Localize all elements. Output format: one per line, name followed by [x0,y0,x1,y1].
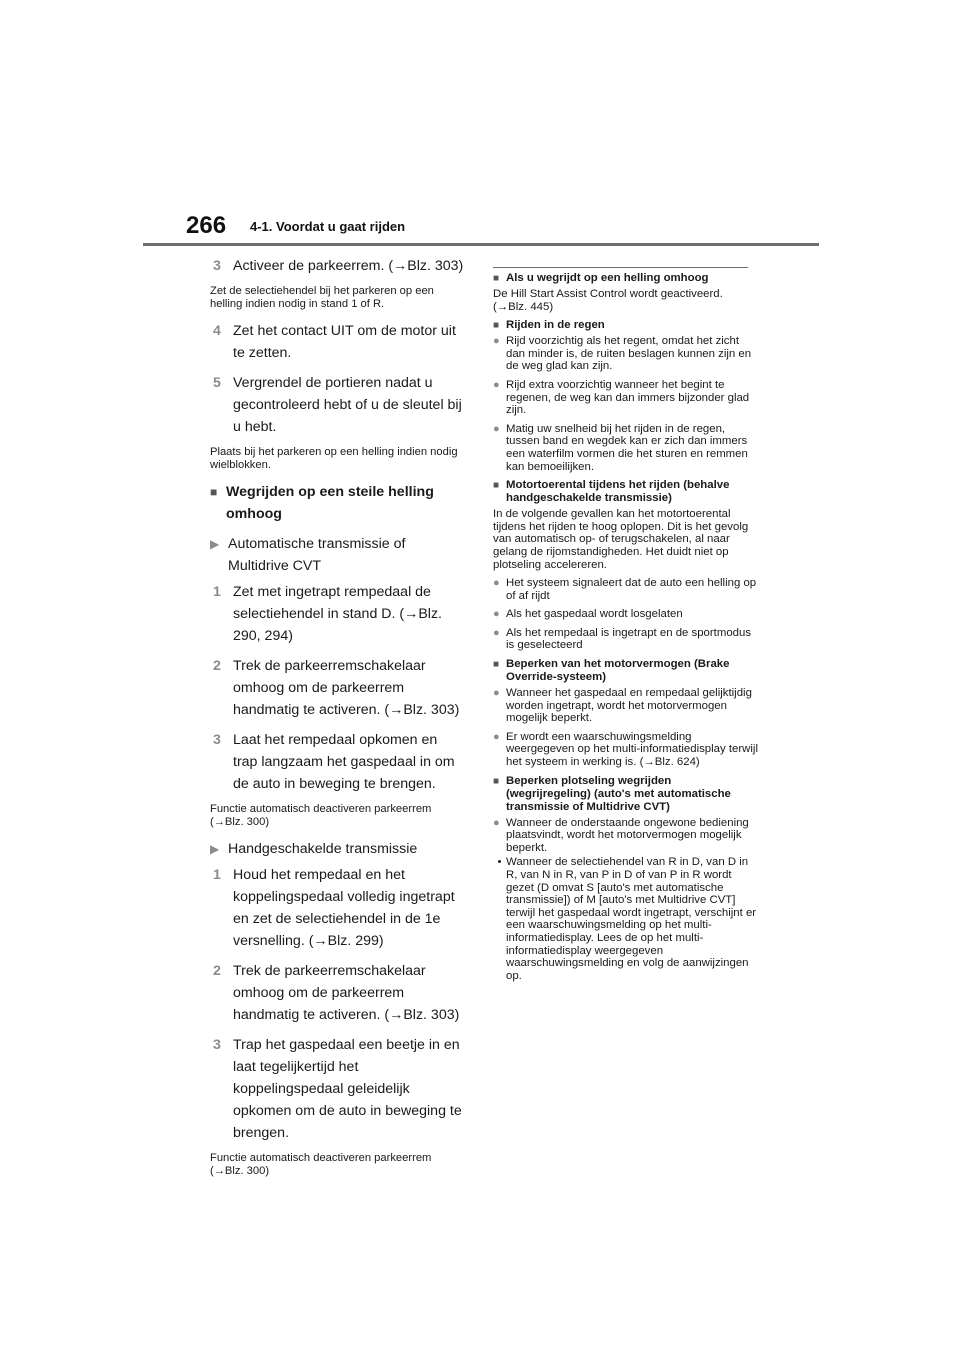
info-heading [493,775,758,814]
subsection-manual [210,838,465,860]
page-number: 266 [186,212,227,239]
step-number: 5 [213,375,221,391]
subsection-label: Automatische transmissie of Multidrive CVT [228,536,406,574]
subsection-automatic [210,533,465,577]
auto-step [210,581,465,647]
bullet-text: Rijd voorzichtig als het regent, omdat het zicht dan minder is, de ruiten beslagen kunnen zijn en de weg glad kan zijn. [506,335,752,373]
square-bullet-icon: ■ [493,775,500,787]
bullet-text: Matig uw snelheid bij het rijden in de regen, tussen band en wegdek kan er zich dan immers een waterfilm vormen die het sturen en remmen kan bemoeilijken. [506,422,748,473]
step-number: 1 [213,584,221,600]
step-text: Trap het gaspedaal een beetje in en laat tegelijkertijd het koppelingspedaal geleidelijk opkomen om de auto in beweging te brengen. [233,1037,462,1141]
manual-step [210,864,465,952]
square-bullet-icon: ■ [210,485,218,499]
circle-bullet-icon: ● [493,626,500,639]
heading-text: Wegrijden op een steile helling omhoog [226,484,434,522]
circle-bullet-icon: ● [493,730,500,743]
circle-bullet-icon: ● [493,608,500,621]
heading-text: Rijden in de regen [506,319,605,332]
info-heading [493,479,758,505]
square-bullet-icon: ■ [493,480,500,492]
left-column [210,255,465,1187]
step-number: 3 [213,1037,221,1053]
step-text: Activeer de parkeerrem. (→Blz. 303) [233,258,464,274]
square-bullet-icon: ■ [493,659,500,671]
sub-bullet-text: Wanneer de selectiehendel van R in D, van D in R, van N in R, van P in D of van P in R wordt gezet (D omvat S [auto's met automatische transmissie]) of M [auto's met Multidrive CVT] terwijl het gaspedaal wordt ingetrapt, verschijnt er een waarschuwingsmelding op het multi-informatiedisplay. Lees de op het multi-informatiedisplay weergegeven waarschuwingsmelding en volg de aanwijzingen op. [506,856,757,982]
step-text: Vergrendel de portieren nadat u gecontroleerd hebt of u de sleutel bij u hebt. [233,375,462,435]
manual-step [210,960,465,1026]
auto-step [210,729,465,795]
list-item [493,335,758,373]
bullet-text: Het systeem signaleert dat de auto een helling op of af rijdt [506,577,757,602]
triangle-arrow-icon: ▶ [210,842,220,856]
auto-step [210,655,465,721]
bullet-text: Als het gaspedaal wordt losgelaten [506,608,683,621]
step-number: 2 [213,963,221,979]
subsection-label: Handgeschakelde transmissie [228,841,418,857]
list-item [493,687,758,725]
step-number: 2 [213,658,221,674]
list-item [493,817,758,855]
bullet-text: Wanneer het gaspedaal en rempedaal gelijktijdig worden ingetrapt, wordt het motorvermogen mogelijk beperkt. [506,687,752,725]
square-bullet-icon: ■ [493,273,500,284]
step-text: Trek de parkeerremschakelaar omhoog om de parkeerrem handmatig te activeren. (→Blz. 303) [233,963,460,1023]
info-text: In de volgende gevallen kan het motortoerental tijdens het rijden te hoog oplopen. Dit is het gevolg van automatisch op- of terugschakelen, al naar gelang de rijomstandigheden. Het duidt niet op plotseling accelereren. [493,508,749,571]
circle-bullet-icon: ● [493,422,500,435]
note-wheel-chocks: Plaats bij het parkeren op een helling indien nodig wielblokken. [210,446,458,471]
list-item [493,423,758,473]
info-heading [493,272,758,285]
triangle-arrow-icon: ▶ [210,537,220,551]
step-engine-off [210,320,465,364]
step-number: 4 [213,323,221,339]
bullet-text: Er wordt een waarschuwingsmelding weergegeven op het multi-informatiedisplay terwijl het systeem in werking is. (→Blz. 624) [506,730,758,769]
step-text: Zet met ingetrapt rempedaal de selectiehendel in stand D. (→Blz. 290, 294) [233,584,442,644]
bullet-text: Als het rempedaal is ingetrapt en de sportmodus is geselecteerd [506,626,752,652]
note-auto-deactivate: Functie automatisch deactiveren parkeerrem (→Blz. 300) [210,803,432,828]
step-number: 1 [213,867,221,883]
page-header [0,0,960,250]
section-heading [210,481,465,525]
step-text: Laat het rempedaal opkomen en trap langzaam het gaspedaal in om de auto in beweging te brengen. [233,732,455,792]
heading-text: Als u wegrijdt op een helling omhoog [506,272,709,284]
step-lock-doors [210,372,465,438]
small-dot-icon: • [497,856,502,869]
heading-text: Motortoerental tijdens het rijden (behalve handgeschakelde transmissie) [506,479,730,505]
info-heading [493,319,758,332]
bullet-text: Wanneer de onderstaande ongewone bediening plaatsvindt, wordt het motorvermogen mogelijk beperkt. [506,816,749,854]
list-item [493,577,758,602]
heading-text: Beperken van het motorvermogen (Brake Override-systeem) [506,658,730,684]
manual-step [210,1034,465,1144]
circle-bullet-icon: ● [493,816,500,829]
circle-bullet-icon: ● [493,687,500,700]
note-auto-deactivate: Functie automatisch deactiveren parkeerrem (→Blz. 300) [210,1152,432,1177]
list-item [493,627,758,652]
bullet-text: Rijd extra voorzichtig wanneer het begint te regenen, de weg kan dan immers bijzonder glad zijn. [506,378,750,417]
circle-bullet-icon: ● [493,335,500,348]
step-text: Zet het contact UIT om de motor uit te zetten. [233,323,456,361]
info-heading [493,658,758,684]
sub-list-item [493,856,758,982]
step-parking-brake [210,255,465,277]
list-item [493,379,758,417]
list-item [493,731,758,769]
step-number: 3 [213,732,221,748]
right-column [493,267,758,982]
circle-bullet-icon: ● [493,378,500,391]
step-number: 3 [213,258,221,274]
list-item [493,608,758,621]
step-text: Houd het rempedaal en het koppelingspedaal volledig ingetrapt en zet de selectiehendel in de 1e versnelling. (→Blz. 299) [233,867,455,949]
info-text: De Hill Start Assist Control wordt geactiveerd. (→Blz. 445) [493,288,723,313]
heading-text: Beperken plotseling wegrijden (wegrijregeling) (auto's met automatische transmissie of Multidrive CVT) [506,774,731,813]
note-selector-lever: Zet de selectiehendel bij het parkeren op een helling indien nodig in stand 1 of R. [210,285,434,310]
step-text: Trek de parkeerremschakelaar omhoog om de parkeerrem handmatig te activeren. (→Blz. 303) [233,658,460,718]
header-divider [143,243,819,246]
square-bullet-icon: ■ [493,320,500,332]
section-divider [493,267,748,268]
circle-bullet-icon: ● [493,577,500,590]
section-title: 4-1. Voordat u gaat rijden [250,219,406,234]
